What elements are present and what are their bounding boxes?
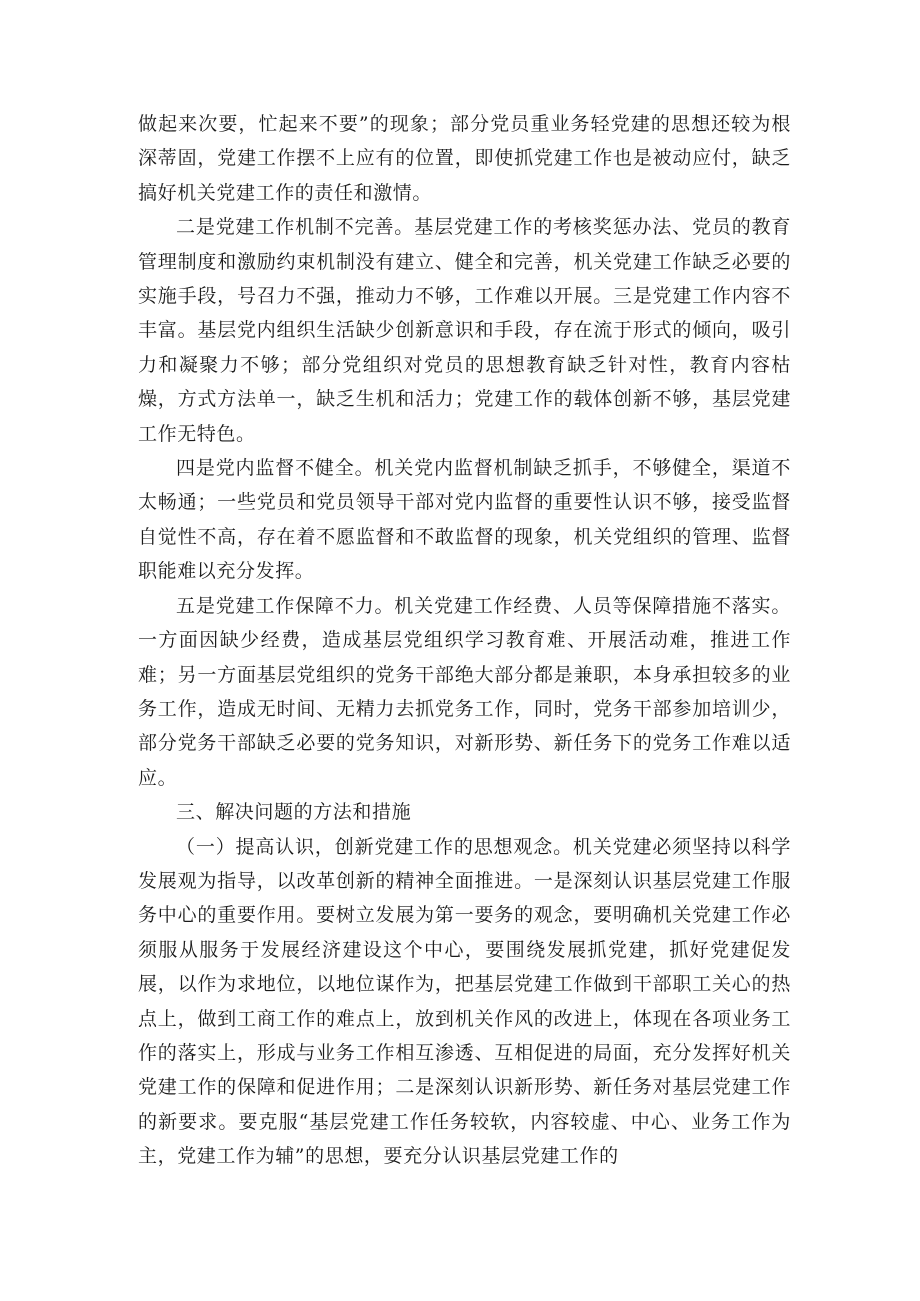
section-heading: 三、解决问题的方法和措施 <box>176 801 412 824</box>
paragraph-1: 做起来次要，忙起来不要”的现象；部分党员重业务轻党建的思想还较为根深蒂固，党建工作摆不上应有的位置，即使抓党建工作也是被动应付，缺乏搞好机关党建工作的责任和激情。 <box>138 113 791 204</box>
document-page <box>138 107 791 1174</box>
paragraph-4: 五是党建工作保障不力。机关党建工作经费、人员等保障措施不落实。一方面因缺少经费，造成基层党组织学习教育难、开展活动难，推进工作难；另一方面基层党组织的党务干部绝大部分都是兼职，本身承担较多的业务工作，造成无时间、无精力去抓党务工作，同时，党务干部参加培训少，部分党务干部缺乏必要的党务知识，对新形势、新任务下的党务工作难以适应。 <box>138 594 791 789</box>
paragraph-3: 四是党内监督不健全。机关党内监督机制缺乏抓手，不够健全，渠道不太畅通；一些党员和党员领导干部对党内监督的重要性认识不够，接受监督自觉性不高，存在着不愿监督和不敢监督的现象，机关党组织的管理、监督职能难以充分发挥。 <box>138 457 791 583</box>
paragraph-2: 二是党建工作机制不完善。基层党建工作的考核奖惩办法、党员的教育管理制度和激励约束机制没有建立、健全和完善，机关党建工作缺乏必要的实施手段，号召力不强，推动力不够，工作难以开展。三是党建工作内容不丰富。基层党内组织生活缺少创新意识和手段，存在流于形式的倾向，吸引力和凝聚力不够；部分党组织对党员的思想教育缺乏针对性，教育内容枯燥，方式方法单一，缺乏生机和活力；党建工作的载体创新不够，基层党建工作无特色。 <box>138 216 791 445</box>
paragraph-5: （一）提高认识，创新党建工作的思想观念。机关党建必须坚持以科学发展观为指导，以改革创新的精神全面推进。一是深刻认识基层党建工作服务中心的重要作用。要树立发展为第一要务的观念，要明确机关党建工作必须服从服务于发展经济建设这个中心，要围绕发展抓党建，抓好党建促发展，以作为求地位，以地位谋作为，把基层党建工作做到干部职工关心的热点上，做到工商工作的难点上，放到机关作风的改进上，体现在各项业务工作的落实上，形成与业务工作相互渗透、互相促进的局面，充分发挥好机关党建工作的保障和促进作用；二是深刻认识新形势、新任务对基层党建工作的新要求。要克服“基层党建工作任务较软，内容较虚、中心、业务工作为主，党建工作为辅”的思想，要充分认识基层党建工作的 <box>138 835 791 1168</box>
